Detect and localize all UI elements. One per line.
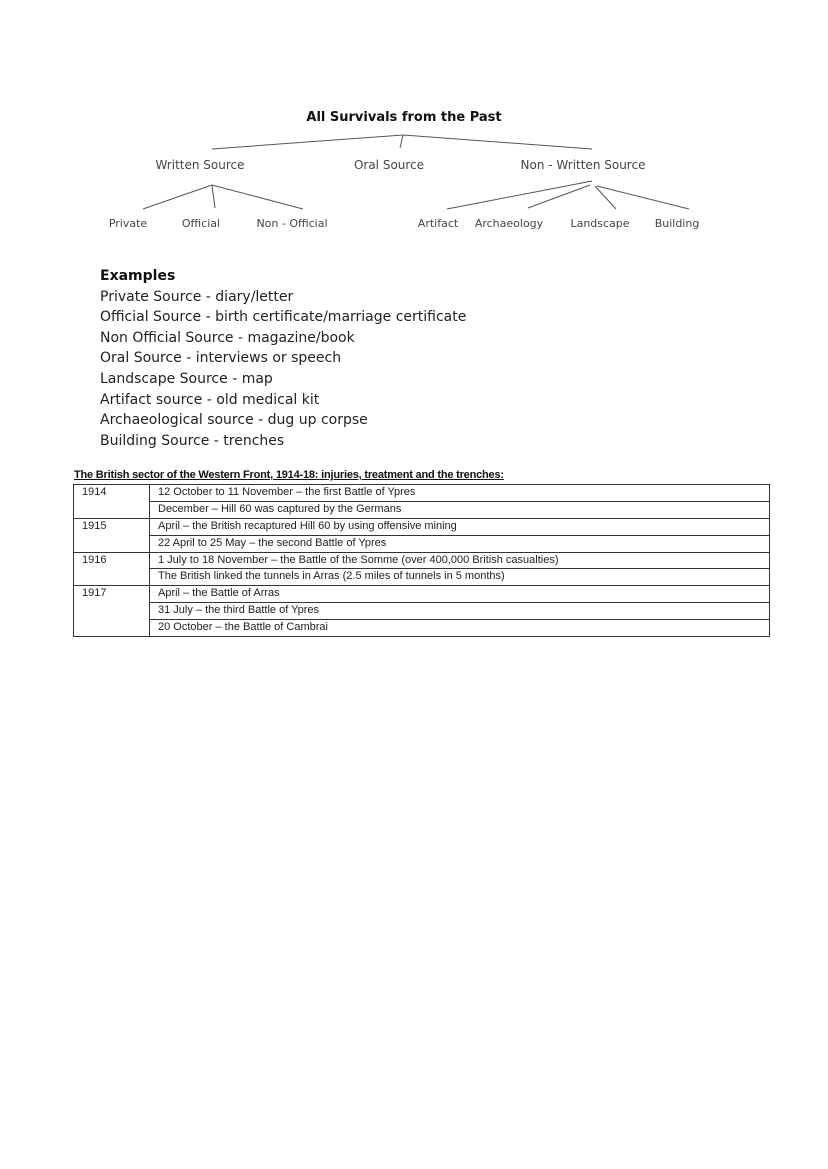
table-row <box>74 586 770 603</box>
year-cell: 1915 <box>74 518 150 552</box>
table-row <box>74 569 770 586</box>
event-cell: 1 July to 18 November – the Battle of the Somme (over 400,000 British casualties) <box>150 552 770 569</box>
examples-section <box>100 266 466 451</box>
node-non-written-source: Non - Written Source <box>520 158 646 172</box>
table-row <box>74 552 770 569</box>
node-archaeology: Archaeology <box>474 217 544 230</box>
table-row <box>74 620 770 637</box>
diagram-title: All Survivals from the Past <box>306 110 502 125</box>
tree-connector-lines <box>0 0 828 250</box>
event-cell: April – the British recaptured Hill 60 by using offensive mining <box>150 518 770 535</box>
node-artifact: Artifact <box>417 217 459 230</box>
event-cell: 22 April to 25 May – the second Battle of Ypres <box>150 535 770 552</box>
year-cell: 1916 <box>74 552 150 586</box>
examples-heading: Examples <box>100 268 176 284</box>
example-item: Artifact source - old medical kit <box>100 391 320 408</box>
example-item: Landscape Source - map <box>100 370 273 387</box>
example-item: Building Source - trenches <box>100 432 285 449</box>
table-row <box>74 603 770 620</box>
example-item: Oral Source - interviews or speech <box>100 350 342 367</box>
event-cell: December – Hill 60 was captured by the Germans <box>150 501 770 518</box>
node-private: Private <box>108 217 148 230</box>
table-row <box>74 501 770 518</box>
timeline-caption: The British sector of the Western Front, 1914-18: injuries, treatment and the trenches: <box>74 469 504 481</box>
node-landscape: Landscape <box>570 217 630 230</box>
year-cell: 1917 <box>74 586 150 637</box>
table-row <box>74 535 770 552</box>
example-item: Archaeological source - dug up corpse <box>100 412 368 429</box>
node-oral-source: Oral Source <box>353 158 425 172</box>
event-cell: 12 October to 11 November – the first Battle of Ypres <box>150 485 770 502</box>
example-item: Non Official Source - magazine/book <box>100 329 355 346</box>
event-cell: The British linked the tunnels in Arras (2.5 miles of tunnels in 5 months) <box>150 569 770 586</box>
event-cell: 31 July – the third Battle of Ypres <box>150 603 770 620</box>
table-row <box>74 518 770 535</box>
node-non-official: Non - Official <box>256 217 328 230</box>
event-cell: 20 October – the Battle of Cambrai <box>150 620 770 637</box>
year-cell: 1914 <box>74 485 150 519</box>
node-written-source: Written Source <box>155 158 245 172</box>
node-official: Official <box>181 217 221 230</box>
sources-tree-diagram <box>0 0 828 250</box>
example-item: Private Source - diary/letter <box>100 288 294 305</box>
timeline-table <box>73 484 770 637</box>
node-building: Building <box>654 217 700 230</box>
table-row <box>74 485 770 502</box>
event-cell: April – the Battle of Arras <box>150 586 770 603</box>
example-item: Official Source - birth certificate/marriage certificate <box>100 309 467 326</box>
